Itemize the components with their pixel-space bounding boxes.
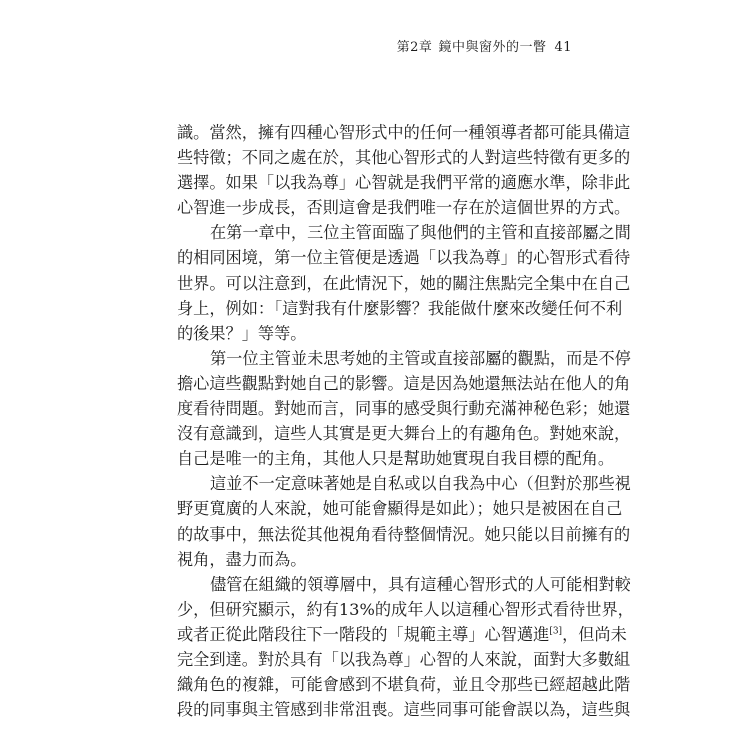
body-text (177, 120, 634, 722)
text-line-content: 的後果？」等等。 (177, 323, 307, 343)
text-line (177, 271, 631, 296)
chapter-label: 第2章 (396, 40, 433, 55)
text-line-content: 自己是唯一的主角，其他人只是幫助她實現自我目標的配角。 (177, 449, 615, 469)
text-line (177, 547, 577, 572)
text-line-content: 的故事中，無法從其他視角看待整個情況。她只能以目前擁有的 (177, 524, 631, 544)
text-line-content: 織角色的複雜，可能會感到不堪負荷，並且令那些已經超越此階 (177, 675, 631, 695)
footnote-reference: [3] (549, 626, 563, 637)
text-line-content: 儘管在組織的領導層中，具有這種心智形式的人可能相對較 (210, 574, 631, 594)
text-line (177, 396, 631, 421)
text-line (177, 522, 631, 547)
text-line-content: 選擇。如果「以我為尊」心智就是我們平常的適應水準，除非此 (177, 173, 631, 193)
text-line (177, 622, 627, 647)
text-line-content: 的相同困境，第一位主管便是透過「以我為尊」的心智形式看待 (177, 248, 631, 268)
text-line (177, 120, 631, 145)
text-line (177, 572, 631, 597)
text-line-content: 在第一章中，三位主管面臨了與他們的主管和直接部屬之間 (210, 223, 631, 243)
text-line-content: 或者正從此階段往下一階段的「規範主導」心智邁進 (177, 624, 550, 644)
text-line-content: 擔心這些觀點對她自己的影響。這是因為她還無法站在他人的角 (177, 373, 631, 393)
text-line (177, 145, 631, 170)
text-line (177, 346, 631, 371)
text-line (177, 647, 631, 672)
text-line-content: 心智進一步成長，否則這會是我們唯一存在於這個世界的方式。 (177, 198, 631, 218)
running-head (372, 40, 572, 56)
text-line-content: 少，但研究顯示，約有13%的成年人以這種心智形式看待世界， (177, 599, 634, 619)
text-line (177, 220, 631, 245)
text-line (177, 421, 631, 446)
text-line (177, 446, 615, 471)
text-line (177, 170, 631, 195)
text-line-content: 度看待問題。對她而言，同事的感受與行動充滿神秘色彩；她還 (177, 399, 631, 419)
text-line-content: 這並不一定意味著她是自私或以自我為中心（但對於那些視 (210, 474, 631, 494)
text-line-content: 些特徵；不同之處在於，其他心智形式的人對這些特徵有更多的 (177, 148, 631, 168)
text-line-content: 沒有意識到，這些人其實是更大舞台上的有趣角色。對她來說， (177, 424, 631, 444)
text-line-content: 完全到達。對於具有「以我為尊」心智的人來說，面對大多數組 (177, 649, 631, 669)
text-line-content: 識。當然，擁有四種心智形式中的任何一種領導者都可能具備這 (177, 123, 631, 142)
text-line (177, 697, 631, 722)
page-number: 41 (554, 40, 572, 55)
text-line (177, 471, 631, 496)
text-line-content: 世界。可以注意到，在此情況下，她的關注焦點完全集中在自己 (177, 273, 631, 293)
chapter-title: 鏡中與窗外的一瞥 (438, 40, 547, 55)
text-line (177, 597, 634, 622)
text-line (177, 371, 631, 396)
text-line (177, 195, 631, 220)
text-line (177, 245, 631, 270)
text-line (177, 672, 631, 697)
text-line (177, 321, 577, 346)
text-line-content: 身上，例如：「這對我有什麼影響？我能做什麼來改變任何不利 (177, 298, 623, 318)
text-line-content: 第一位主管並未思考她的主管或直接部屬的觀點，而是不停 (210, 348, 631, 368)
text-line-content: 段的同事與主管感到非常沮喪。這些同事可能會誤以為，這些與 (177, 700, 631, 720)
text-line-content: 視角，盡力而為。 (177, 549, 307, 569)
text-line (177, 296, 623, 321)
text-line (177, 496, 623, 521)
text-line-continuation: ，但尚未 (562, 624, 627, 644)
text-line-content: 野更寬廣的人來說，她可能會顯得是如此）；她只是被困在自己 (177, 499, 623, 519)
